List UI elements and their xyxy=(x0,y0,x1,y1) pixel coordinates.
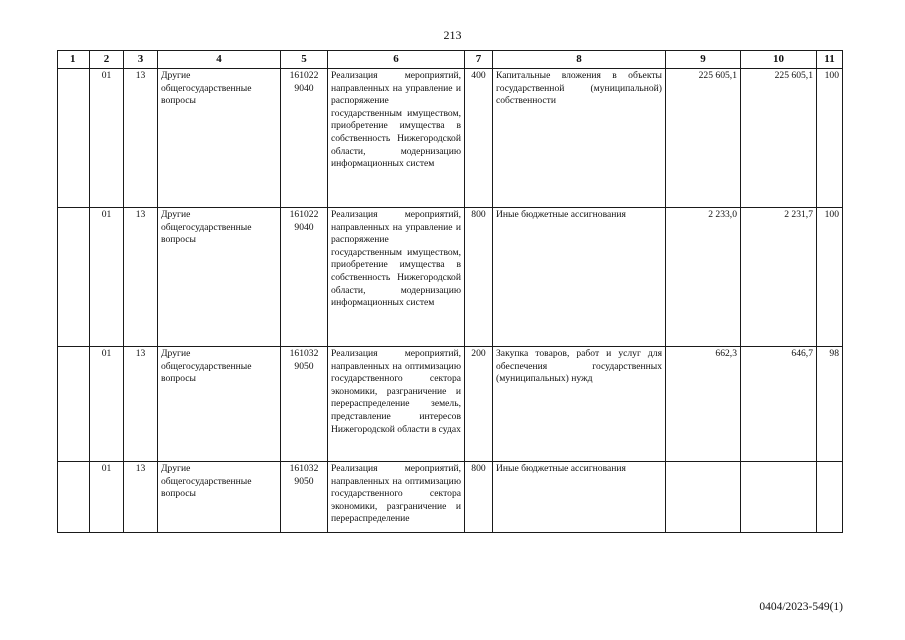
cell-subsection: 13 xyxy=(124,208,158,347)
cell-number xyxy=(58,347,90,462)
cell-section: 01 xyxy=(90,347,124,462)
cell-target-article: 161022 9040 xyxy=(281,208,328,347)
cell-expense-type: 200 xyxy=(465,347,493,462)
column-header: 7 xyxy=(465,51,493,69)
cell-number xyxy=(58,69,90,208)
page-number: 213 xyxy=(443,28,462,42)
cell-target-article: 161022 9040 xyxy=(281,69,328,208)
cell-planned xyxy=(666,462,741,533)
cell-expense-type-name: Иные бюджетные ассигнования xyxy=(493,462,666,533)
cell-percent: 100 xyxy=(817,208,843,347)
table-header-row xyxy=(58,51,843,69)
cell-executed: 646,7 xyxy=(741,347,817,462)
column-header: 4 xyxy=(158,51,281,69)
cell-number xyxy=(58,462,90,533)
cell-planned: 662,3 xyxy=(666,347,741,462)
cell-subsection: 13 xyxy=(124,69,158,208)
table-row xyxy=(58,69,843,208)
cell-target-article-name: Реализация мероприятий, направленных на оптимизацию государственного сектора экономики, разграничение и перераспределение земель, представление интересов Нижегородской области в судах xyxy=(328,347,465,462)
cell-executed: 225 605,1 xyxy=(741,69,817,208)
cell-planned: 2 233,0 xyxy=(666,208,741,347)
column-header: 6 xyxy=(328,51,465,69)
table-row xyxy=(58,208,843,347)
cell-section-name: Другие общегосударственные вопросы xyxy=(158,462,281,533)
cell-percent: 100 xyxy=(817,69,843,208)
table-row xyxy=(58,347,843,462)
cell-section: 01 xyxy=(90,462,124,533)
cell-section-name: Другие общегосударственные вопросы xyxy=(158,69,281,208)
cell-planned: 225 605,1 xyxy=(666,69,741,208)
column-header: 1 xyxy=(58,51,90,69)
table-row xyxy=(58,462,843,533)
cell-target-article-name: Реализация мероприятий, направленных на управление и распоряжение государственным имуществом, приобретение имущества в собственность Нижегородской области, модернизацию информационных систем xyxy=(328,208,465,347)
column-header: 3 xyxy=(124,51,158,69)
cell-executed xyxy=(741,462,817,533)
column-header: 11 xyxy=(817,51,843,69)
cell-section-name: Другие общегосударственные вопросы xyxy=(158,208,281,347)
cell-expense-type: 800 xyxy=(465,208,493,347)
cell-section: 01 xyxy=(90,69,124,208)
cell-section: 01 xyxy=(90,208,124,347)
budget-table xyxy=(57,50,843,533)
cell-target-article-name: Реализация мероприятий, направленных на управление и распоряжение государственным имуществом, приобретение имущества в собственность Нижегородской области, модернизацию информационных систем xyxy=(328,69,465,208)
cell-expense-type-name: Иные бюджетные ассигнования xyxy=(493,208,666,347)
cell-percent xyxy=(817,462,843,533)
cell-subsection: 13 xyxy=(124,347,158,462)
cell-expense-type: 400 xyxy=(465,69,493,208)
cell-expense-type: 800 xyxy=(465,462,493,533)
column-header: 9 xyxy=(666,51,741,69)
cell-executed: 2 231,7 xyxy=(741,208,817,347)
cell-target-article-name: Реализация мероприятий, направленных на оптимизацию государственного сектора экономики, разграничение и перераспределение xyxy=(328,462,465,533)
cell-target-article: 161032 9050 xyxy=(281,462,328,533)
cell-section-name: Другие общегосударственные вопросы xyxy=(158,347,281,462)
cell-expense-type-name: Капитальные вложения в объекты государственной (муниципальной) собственности xyxy=(493,69,666,208)
column-header: 8 xyxy=(493,51,666,69)
cell-number xyxy=(58,208,90,347)
column-header: 2 xyxy=(90,51,124,69)
column-header: 10 xyxy=(741,51,817,69)
column-header: 5 xyxy=(281,51,328,69)
cell-expense-type-name: Закупка товаров, работ и услуг для обеспечения государственных (муниципальных) нужд xyxy=(493,347,666,462)
document-code: 0404/2023-549(1) xyxy=(759,601,843,613)
cell-percent: 98 xyxy=(817,347,843,462)
cell-subsection: 13 xyxy=(124,462,158,533)
cell-target-article: 161032 9050 xyxy=(281,347,328,462)
